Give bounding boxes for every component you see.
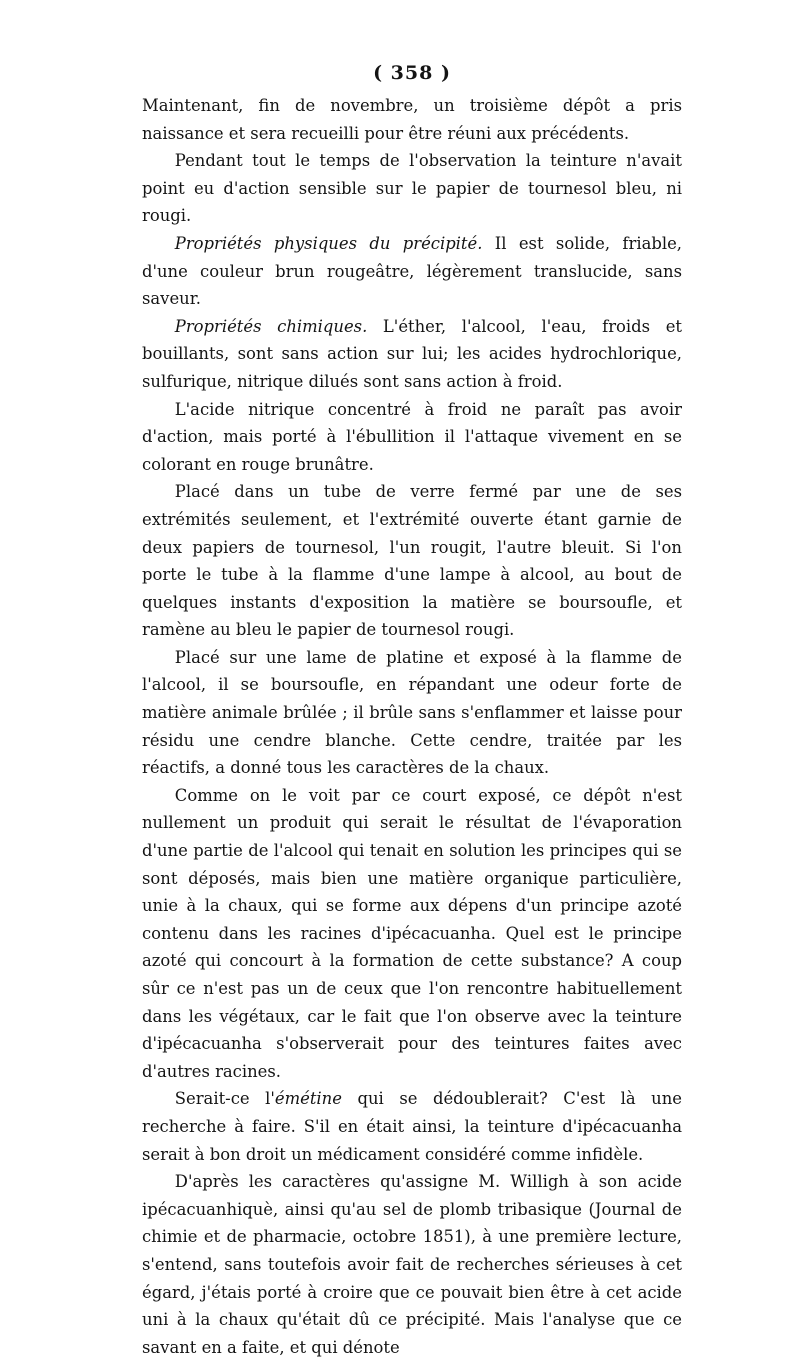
paragraph-9 <box>142 1085 682 1168</box>
paragraph-7 <box>142 644 682 782</box>
paragraph-1 <box>142 92 682 147</box>
paragraph-text: L'éther, l'alcool, l'eau, froids et bouillants, sont sans action sur lui; les acides hydrochlorique, sulfurique, nitrique dilués sont sans action à froid. <box>142 316 683 391</box>
paragraph-text: Maintenant, fin de novembre, un troisième dépôt a pris naissance et sera recueilli pour être réuni aux précédents. <box>142 96 682 143</box>
paragraph-text: Comme on le voit par ce court exposé, ce dépôt n'est nullement un produit qui serait le résultat de l'évaporation d'une partie de l'alcool qui tenait en solution les principes qui se sont déposés, mais bien une matière organique particulière, unie à la chaux, qui se forme aux dépens d'un principe azoté contenu dans les racines d'ipécacuanha. Quel est le principe azoté qui concourt à la formation de cette substance? A coup sûr ce n'est pas un de ceux que l'on rencontre habituellement dans les végétaux, car le fait que l'on observe avec la teinture d'ipécacuanha s'observerait pour des teintures faites avec d'autres racines. <box>142 785 682 1081</box>
paragraph-text: Pendant tout le temps de l'observation la teinture n'avait point eu d'action sensible sur le papier de tournesol bleu, ni rougi. <box>142 151 682 226</box>
section-heading-chemical: Propriétés chimiques. <box>174 316 368 336</box>
paragraph-5 <box>142 396 682 479</box>
paragraph-text: Il est solide, friable, d'une couleur brun rougeâtre, légèrement translucide, sans saveur. <box>142 233 682 309</box>
paragraph-2 <box>142 147 682 230</box>
paragraph-8 <box>142 782 682 1086</box>
paragraph-text: Placé sur une lame de platine et exposé à la flamme de l'alcool, il se boursoufle, en répandant une odeur forte de matière animale brûlée ; il brûle sans s'enflammer et laisse pour résidu une cendre blanche. Cette cendre, traitée par les réactifs, a donné tous les caractères de la chaux. <box>142 647 682 778</box>
paragraph-text: qui se dédoublerait? C'est là une recherche à faire. S'il en était ainsi, la teinture d'ipécacuanha serait à bon droit un médicament considéré comme infidèle. <box>142 1089 682 1164</box>
paragraph-10 <box>142 1168 682 1361</box>
paragraph-text: L'acide nitrique concentré à froid ne paraît pas avoir d'action, mais porté à l'ébullition il l'attaque vivement en se colorant en rouge brunâtre. <box>142 399 682 474</box>
paragraph-3 <box>142 230 682 313</box>
paragraph-text: Placé dans un tube de verre fermé par une de ses extrémités seulement, et l'extrémité ouverte étant garnie de deux papiers de tournesol, l'un rougit, l'autre bleuit. Si l'on porte le tube à la flamme d'une lampe à alcool, au bout de quelques instants d'exposition la matière se boursoufle, et ramène au bleu le papier de tournesol rougi. <box>142 482 682 640</box>
paragraph-6 <box>142 478 682 644</box>
section-heading-physical: Propriétés physiques du précipité. <box>174 233 483 253</box>
paragraph-text: Serait-ce l' <box>174 1089 275 1109</box>
body-text <box>142 92 682 1361</box>
paragraph-4 <box>142 313 682 396</box>
paragraph-text: D'après les caractères qu'assigne M. Willigh à son acide ipécacuanhiquè, ainsi qu'au sel de plomb tribasique (Journal de chimie et de pharmacie, octobre 1851), à une première lecture, s'entend, sans toutefois avoir fait de recherches sérieuses à cet égard, j'étais porté à croire que ce pouvait bien être à cet acide uni à la chaux qu'était dû ce précipité. Mais l'analyse que ce savant en a faite, et qui dénote <box>142 1172 682 1357</box>
page-number: ( 358 ) <box>373 62 451 84</box>
emphasized-term: émétine <box>274 1089 342 1109</box>
